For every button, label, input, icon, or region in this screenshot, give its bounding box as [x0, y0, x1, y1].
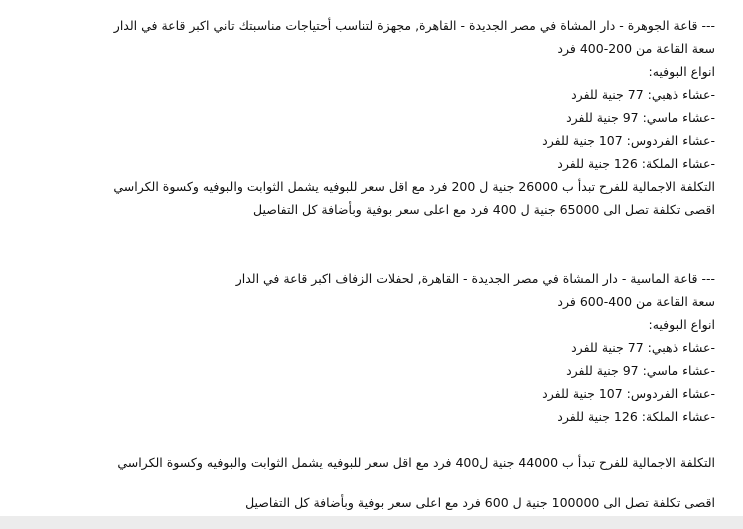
- hall-title: --- قاعة الماسية - دار المشاة في مصر الجديدة - القاهرة, لحفلات الزفاف اكبر قاعة في الدار: [235, 271, 715, 286]
- max-cost: اقصى تكلفة تصل الى 65000 جنية ل 400 فرد مع اعلى سعر بوفية وبأضافة كل التفاصيل: [253, 202, 715, 217]
- buffet-heading: انواع البوفيه:: [648, 64, 715, 79]
- paragraph-spacer: [15, 474, 715, 491]
- buffet-item: -عشاء الفردوس: 107 جنية للفرد: [542, 133, 715, 148]
- buffet-heading: انواع البوفيه:: [648, 317, 715, 332]
- buffet-item: -عشاء ماسي: 97 جنية للفرد: [566, 363, 715, 378]
- buffet-item: -عشاء ماسي: 97 جنية للفرد: [566, 110, 715, 125]
- paragraph-spacer: [15, 428, 715, 451]
- bottom-bar: [0, 516, 743, 529]
- buffet-item: -عشاء الفردوس: 107 جنية للفرد: [542, 386, 715, 401]
- hall-capacity: سعة القاعة من 200-400 فرد: [557, 41, 715, 56]
- buffet-item: -عشاء ذهبي: 77 جنية للفرد: [571, 340, 715, 355]
- section-spacer: [15, 221, 715, 267]
- article-content: [15, 14, 715, 514]
- hall-section-masseya: [15, 267, 715, 514]
- total-cost: التكلفة الاجمالية للفرح تبدأ ب 44000 جنية ل400 فرد مع اقل سعر للبوفيه يشمل الثوابت والبوفيه وكسوة الكراسي: [117, 455, 715, 470]
- buffet-item: -عشاء الملكة: 126 جنية للفرد: [557, 156, 715, 171]
- buffet-item: -عشاء الملكة: 126 جنية للفرد: [557, 409, 715, 424]
- buffet-item: -عشاء ذهبي: 77 جنية للفرد: [571, 87, 715, 102]
- total-cost: التكلفة الاجمالية للفرح تبدأ ب 26000 جنية ل 200 فرد مع اقل سعر للبوفيه يشمل الثوابت والبوفيه وكسوة الكراسي: [113, 179, 715, 194]
- hall-capacity: سعة القاعة من 400-600 فرد: [557, 294, 715, 309]
- hall-section-gawhara: [15, 14, 715, 221]
- hall-title: --- قاعة الجوهرة - دار المشاة في مصر الجديدة - القاهرة, مجهزة لتناسب أحتياجات مناسبتك تاني اكبر قاعة في الدار: [113, 18, 715, 33]
- max-cost: اقصى تكلفة تصل الى 100000 جنية ل 600 فرد مع اعلى سعر بوفية وبأضافة كل التفاصيل: [245, 495, 715, 510]
